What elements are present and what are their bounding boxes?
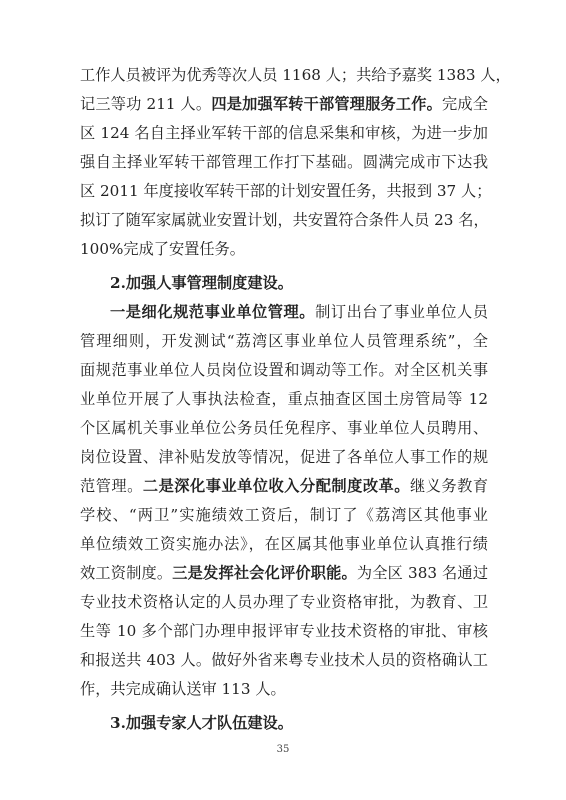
text-segment: 生等 10 多个部门办理申报评审专业技术资格的审批、审核 [80, 622, 488, 640]
text-segment: 为全区 383 名通过 [356, 564, 488, 582]
text-segment: 完成全 [442, 95, 488, 113]
text-line [80, 444, 488, 470]
text-line [80, 386, 488, 412]
text-line [80, 149, 488, 175]
text-line [110, 299, 488, 325]
text-line [80, 357, 488, 383]
text-segment: 拟订了随军家属就业安置计划，共安置符合条件人员 23 名， [80, 211, 489, 229]
text-segment: 100%完成了安置任务。 [80, 240, 245, 258]
text-segment: 岗位设置、津补贴发放等情况，促进了各单位人事工作的规 [80, 448, 488, 466]
text-segment: 区 124 名自主择业军转干部的信息采集和审核，为进一步加 [80, 124, 488, 142]
text-line [80, 207, 488, 233]
bold-text-segment: 三是发挥社会化评价职能。 [172, 564, 357, 582]
bold-text-segment: 二是深化事业单位收入分配制度改革。 [142, 477, 410, 495]
text-segment: 单位绩效工资实施办法》，在区属其他事业单位认真推行绩 [80, 535, 488, 553]
text-segment: 和报送共 403 人。做好外省来粤专业技术人员的资格确认工 [80, 651, 488, 669]
text-segment: 强自主择业军转干部管理工作打下基础。圆满完成市下达我 [80, 153, 488, 171]
page-number: 35 [276, 744, 290, 755]
text-segment: 效工资制度。 [80, 564, 173, 582]
text-line [80, 647, 488, 673]
text-segment: 制订出台了事业单位人员 [315, 303, 489, 321]
text-segment: 专业技术资格认定的人员办理了专业资格审批，为教育、卫 [80, 593, 488, 611]
text-segment: 学校、“两卫”实施绩效工资后，制订了《荔湾区其他事业 [80, 506, 488, 524]
text-line [80, 415, 488, 441]
text-segment: 范管理。 [80, 477, 143, 495]
text-line [80, 618, 488, 644]
text-line [80, 236, 488, 262]
bold-text-segment: 一是细化规范事业单位管理。 [110, 303, 316, 321]
bold-text-segment: 3.加强专家人才队伍建设。 [110, 714, 293, 732]
text-line [80, 328, 488, 354]
text-line [80, 91, 488, 117]
text-line [80, 560, 488, 586]
text-line [110, 710, 488, 736]
text-line [80, 178, 492, 204]
text-segment: 管理细则，开发测试“荔湾区事业单位人员管理系统”，全 [80, 332, 488, 350]
text-line [80, 473, 488, 499]
bold-text-segment: 2.加强人事管理制度建设。 [110, 274, 293, 292]
text-segment: 业单位开展了人事执法检查，重点抽查区国土房管局等 12 [80, 390, 488, 408]
text-line [80, 676, 488, 702]
text-segment: 继义务教育 [409, 477, 489, 495]
text-segment: 作，共完成确认送审 113 人。 [80, 680, 286, 698]
text-segment: 工作人员被评为优秀等次人员 1168 人；共给予嘉奖 1383 人， [80, 66, 511, 84]
text-line [80, 120, 488, 146]
text-line [80, 589, 488, 615]
text-segment: 记三等功 211 人。 [80, 95, 212, 113]
bold-text-segment: 四是加强军转干部管理服务工作。 [211, 95, 443, 113]
text-segment: 面规范事业单位人员岗位设置和调动等工作。对全区机关事 [80, 361, 488, 379]
text-segment: 区 2011 年度接收军转干部的计划安置任务，共报到 37 人； [80, 182, 492, 200]
text-line [80, 531, 488, 557]
text-segment: 个区属机关事业单位公务员任免程序、事业单位人员聘用、 [80, 419, 488, 437]
text-line [80, 62, 511, 88]
text-line [80, 502, 488, 528]
text-line [110, 270, 488, 296]
